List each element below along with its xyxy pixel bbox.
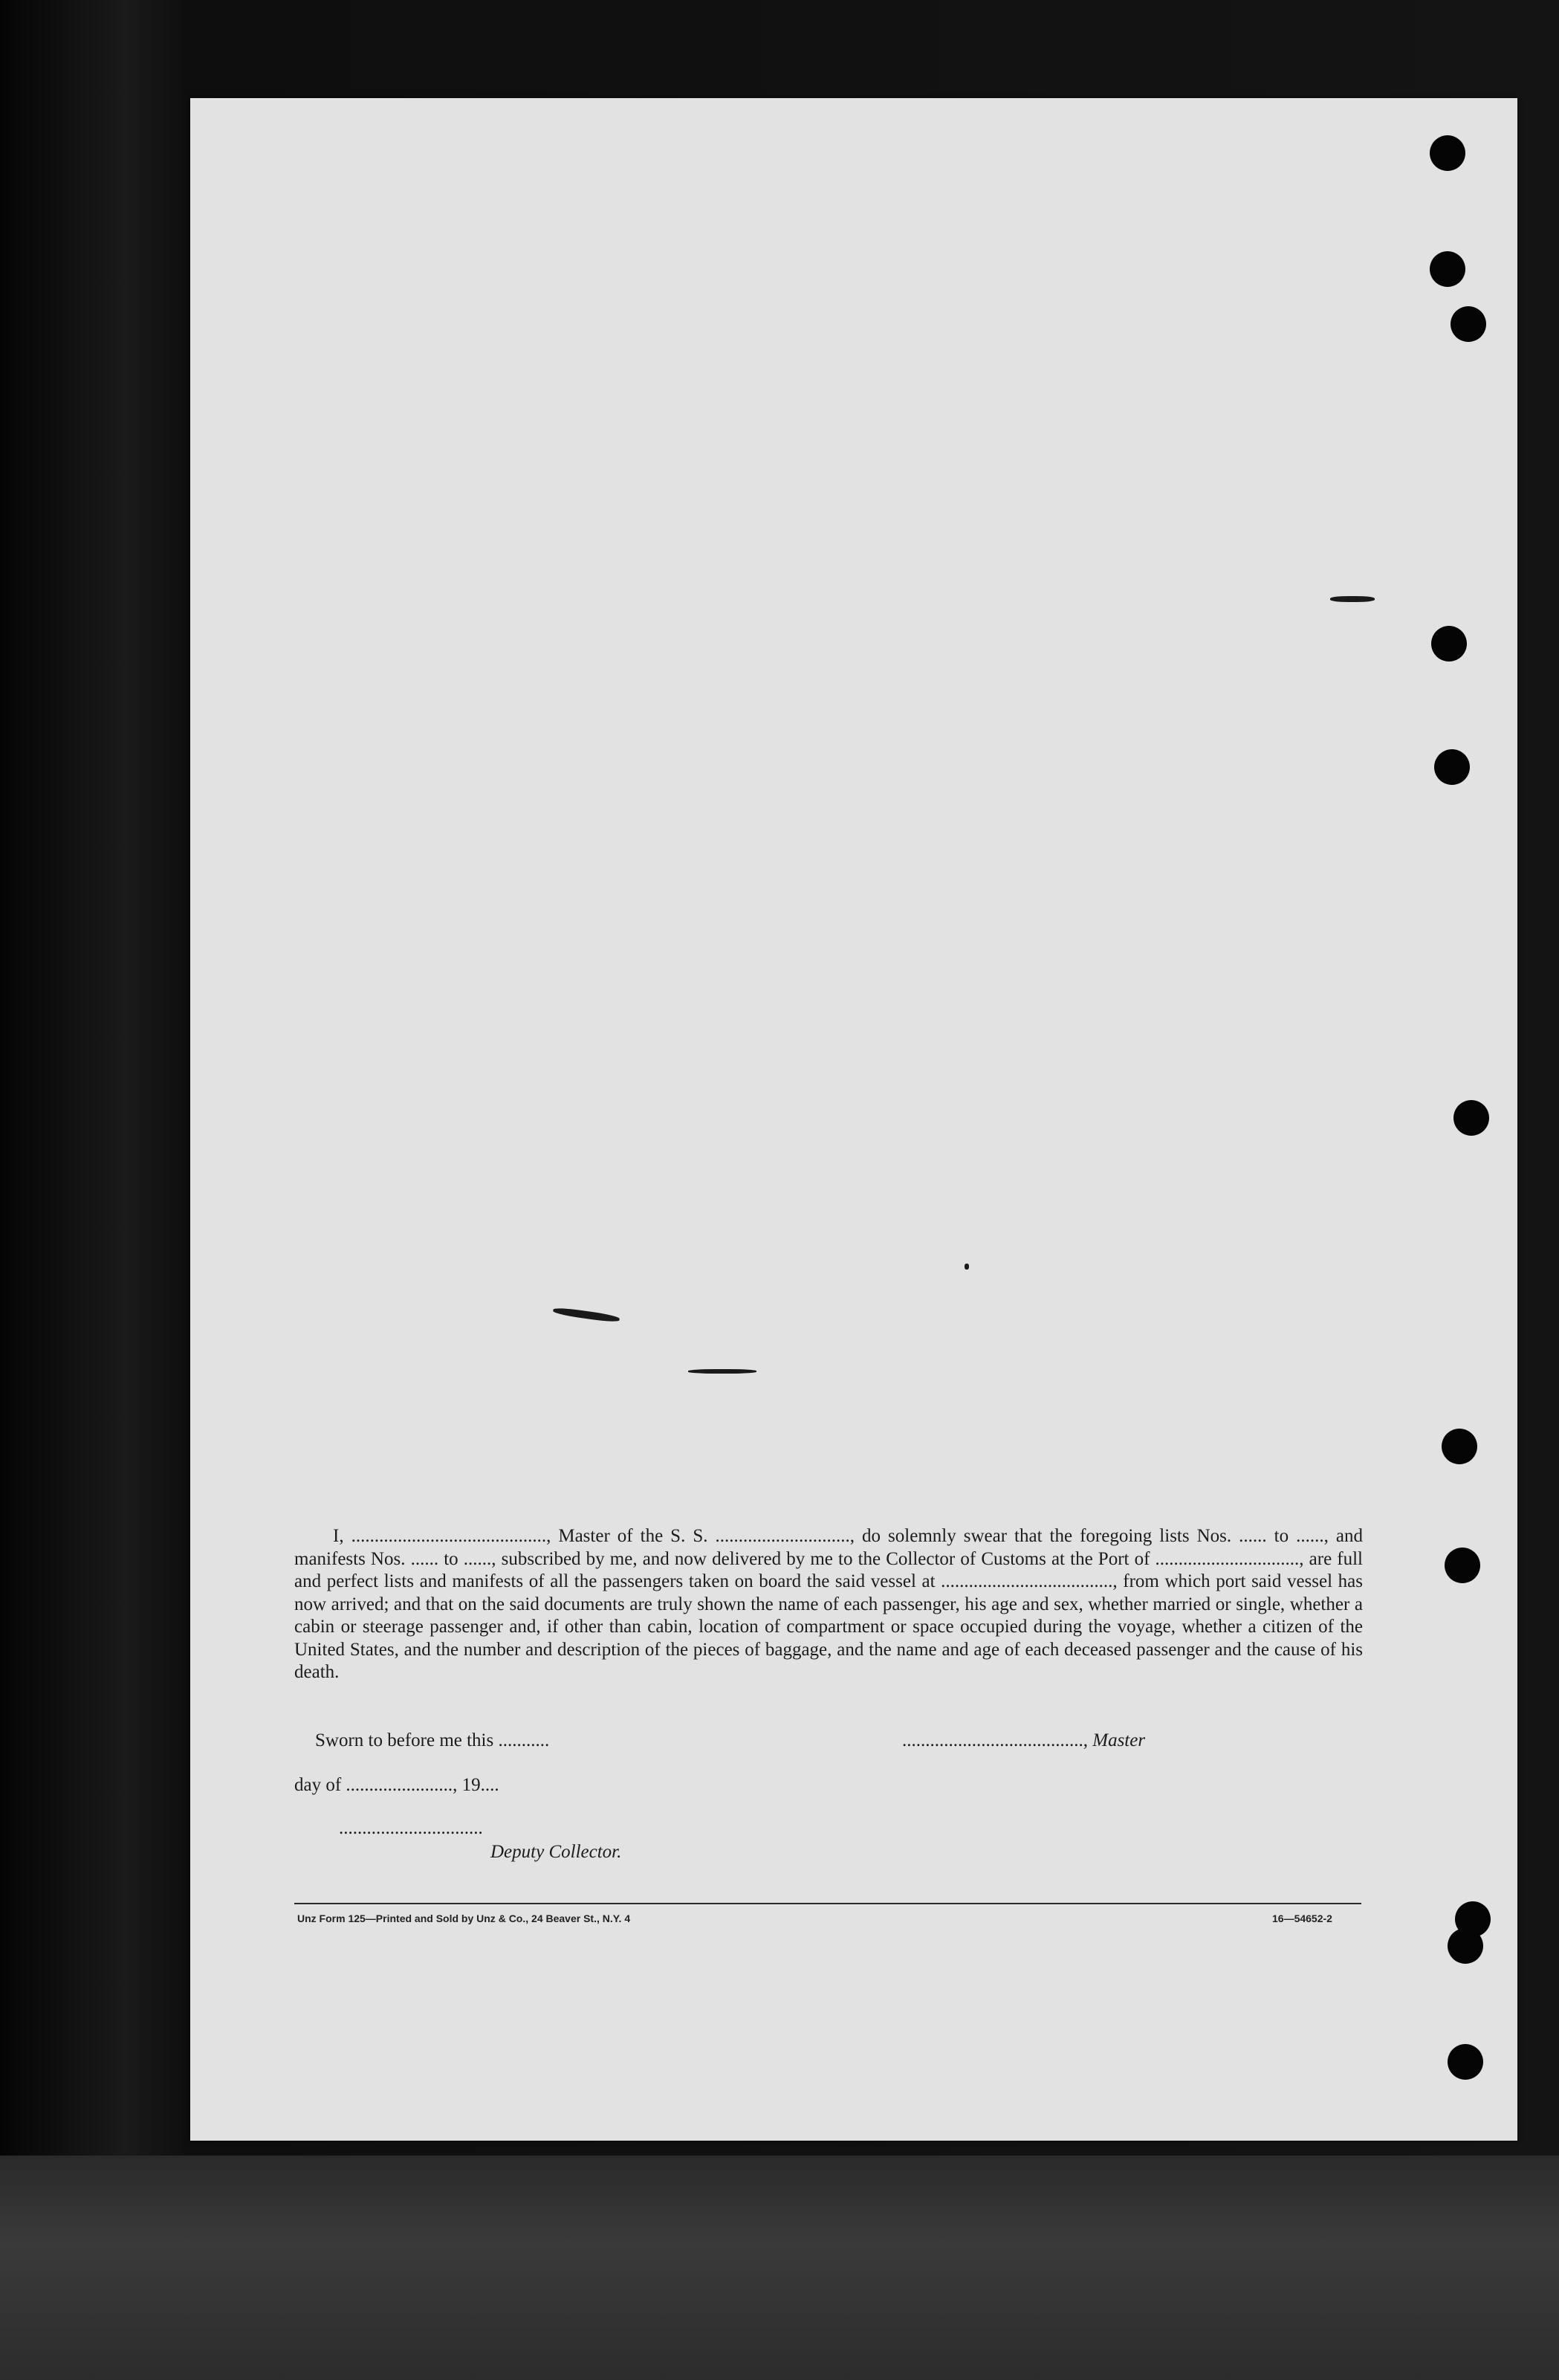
- punch-hole-11: [1448, 2044, 1483, 2080]
- master-label: Master: [1092, 1730, 1146, 1750]
- master-dots: .......................................,: [902, 1730, 1088, 1750]
- footer-rule: [294, 1903, 1361, 1904]
- punch-hole-2: [1430, 251, 1465, 287]
- punch-hole-6: [1453, 1100, 1489, 1136]
- oath-paragraph: [294, 1525, 1363, 1684]
- punch-hole-10: [1448, 1928, 1483, 1964]
- punch-hole-5: [1434, 749, 1470, 785]
- punch-hole-1: [1430, 135, 1465, 171]
- day-line: day of ......................., 19....: [294, 1775, 499, 1795]
- ink-smudge: [965, 1264, 969, 1270]
- punch-hole-4: [1431, 626, 1467, 662]
- footer-form-number: 16—54652-2: [1272, 1912, 1332, 1924]
- punch-hole-7: [1442, 1429, 1477, 1464]
- deputy-collector-label: Deputy Collector.: [490, 1842, 622, 1862]
- punch-hole-8: [1445, 1548, 1480, 1583]
- scan-bottom-band: [0, 2156, 1559, 2380]
- ink-smudge: [688, 1369, 756, 1374]
- punch-hole-3: [1451, 306, 1486, 342]
- master-signature-line: [902, 1730, 1145, 1751]
- footer-imprint: Unz Form 125—Printed and Sold by Unz & Co., 24 Beaver St., N.Y. 4: [297, 1912, 631, 1924]
- deputy-dots: ...............................: [339, 1818, 483, 1838]
- ink-smudge: [1330, 596, 1375, 602]
- sworn-line: Sworn to before me this ...........: [315, 1730, 550, 1750]
- oath-text: I, .........................................., Master of the S. S. ............................., do solemnly swear that the foregoing lists Nos. ...... to ......, and manifests Nos. ...... to ......, subscribed by me, and now delivered by me to the Collector of Customs at the Port of ..............................., are full and perfect lists and manifests of all the passengers taken on board the said vessel at ....................................., from which port said vessel has now arrived; and that on the said documents are truly shown the name of each passenger, his age and sex, whether married or single, whether a cabin or steerage passenger and, if other than cabin, location of compartment or space occupied during the voyage, whether a citizen of the United States, and the number and description of the pieces of baggage, and the name and age of each deceased passenger and the cause of his death.: [294, 1526, 1363, 1682]
